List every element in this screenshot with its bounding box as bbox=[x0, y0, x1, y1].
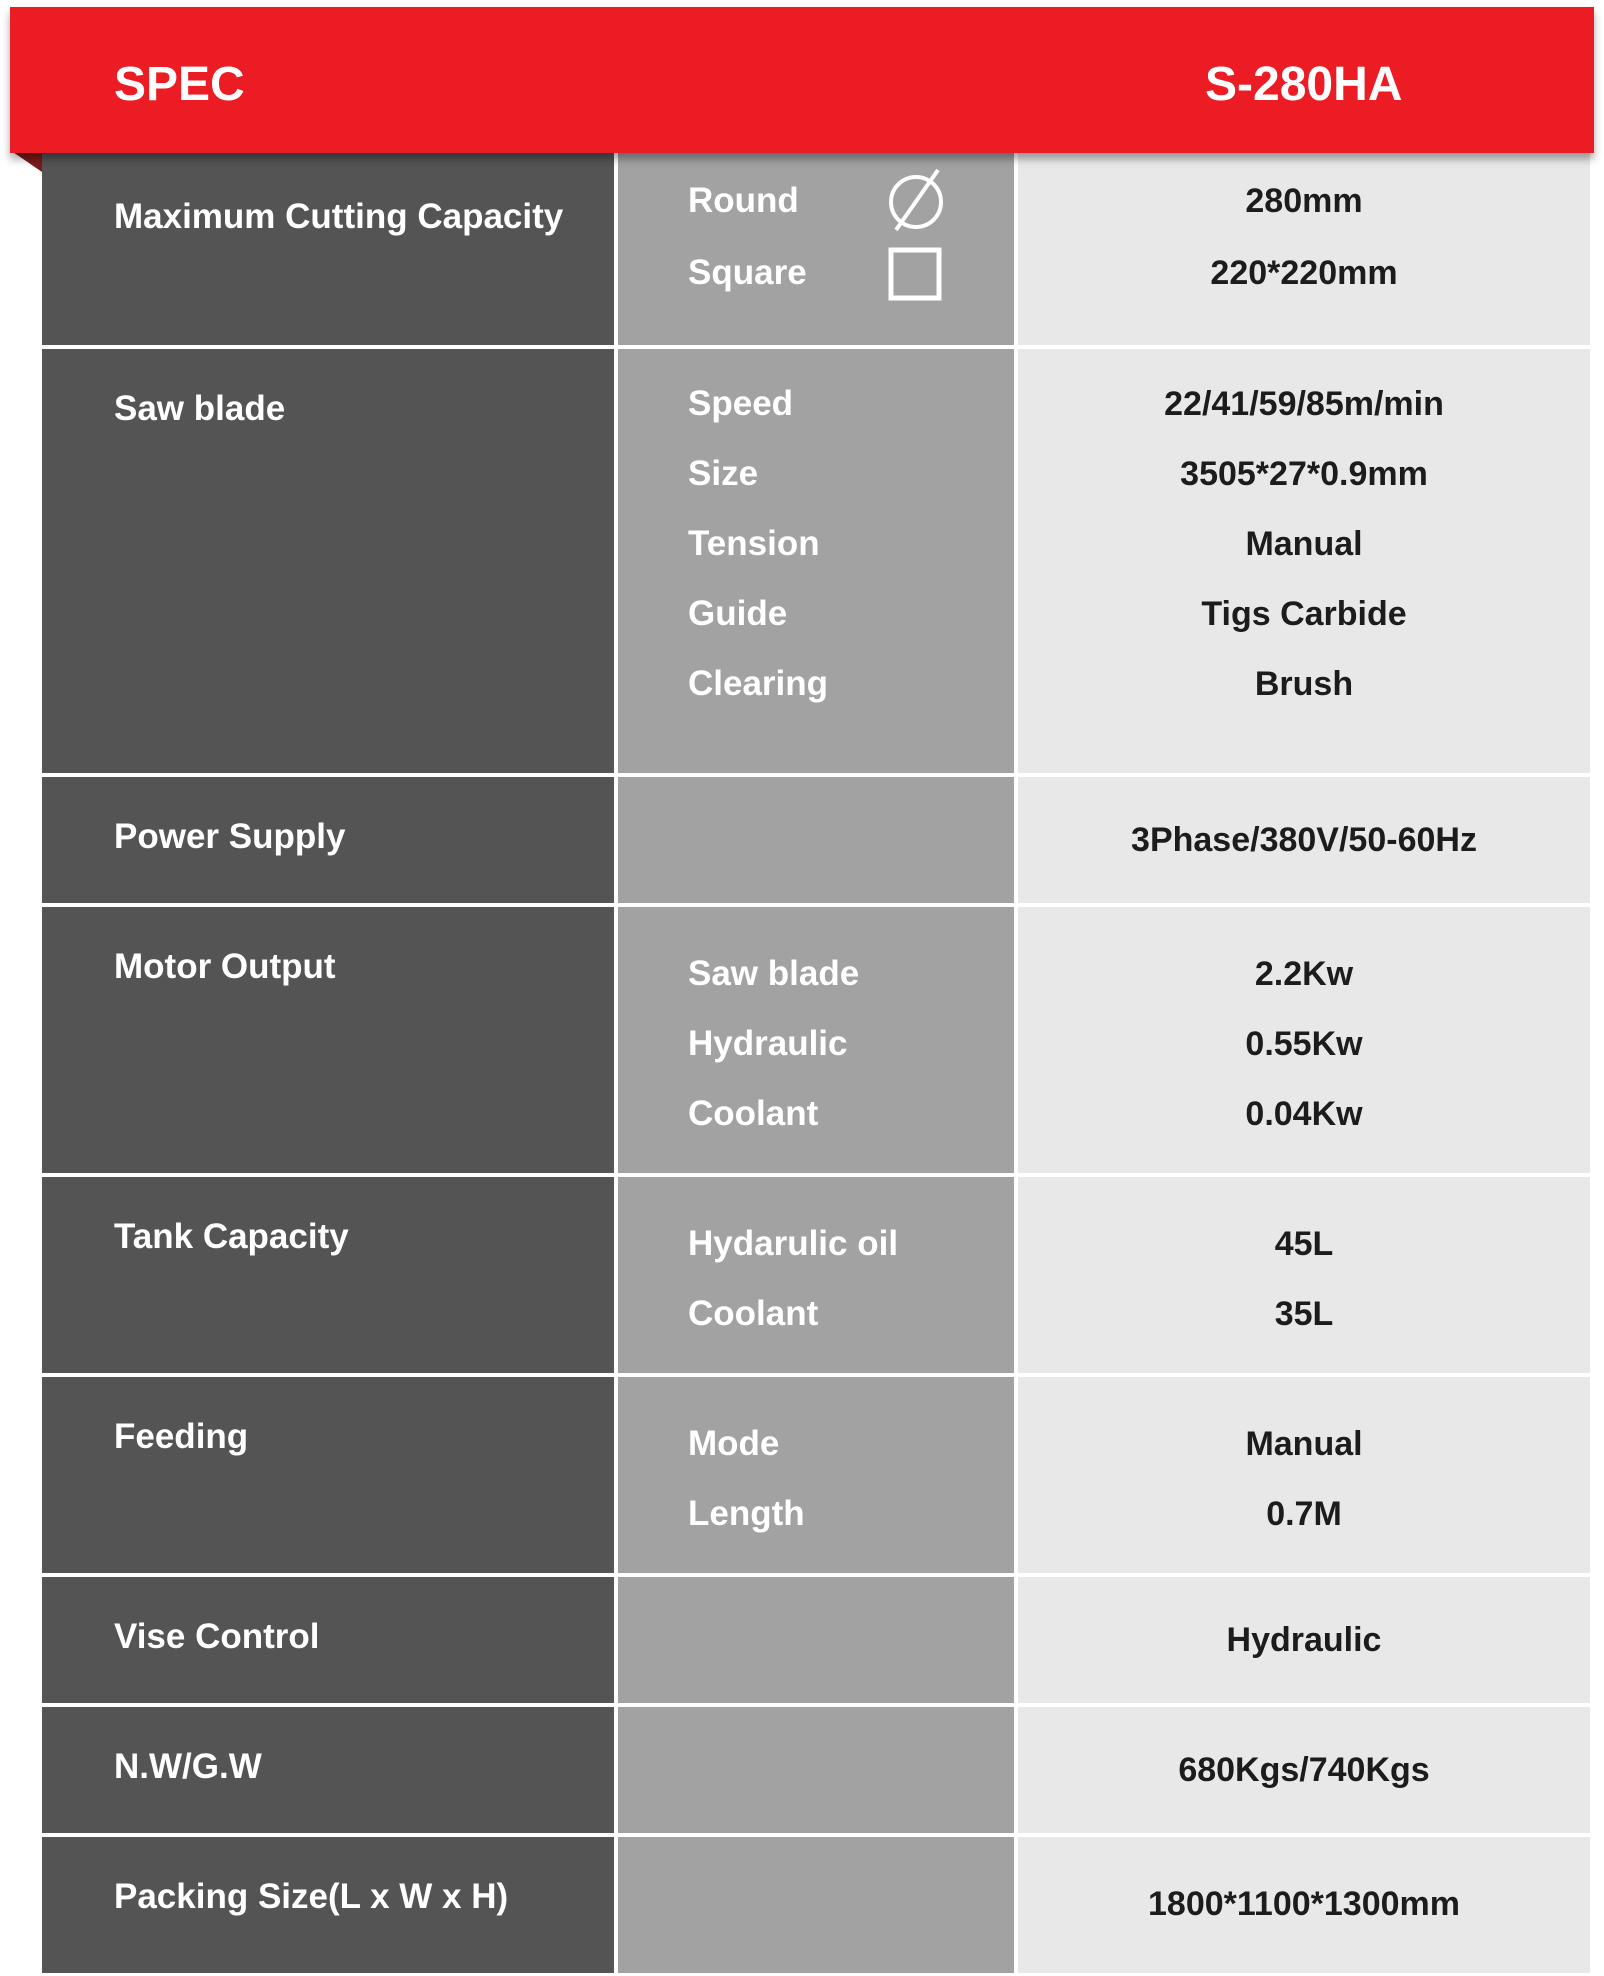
spec-value: 0.04Kw bbox=[1245, 1095, 1363, 1133]
sub-spec-item bbox=[618, 1009, 1014, 1079]
sub-spec-cell bbox=[618, 1707, 1014, 1833]
sub-spec-item bbox=[618, 1409, 1014, 1479]
sub-spec-label: Round bbox=[688, 181, 799, 220]
sub-spec-cell bbox=[618, 153, 1014, 345]
value-cell bbox=[1018, 1377, 1590, 1573]
spec-row bbox=[42, 1577, 1590, 1703]
sub-spec-list bbox=[618, 1209, 1014, 1349]
sub-spec-item bbox=[618, 1279, 1014, 1349]
sub-spec-label: Coolant bbox=[688, 1294, 819, 1333]
sub-spec-item bbox=[618, 1869, 1014, 1939]
spec-row bbox=[42, 153, 1590, 345]
sub-spec-item bbox=[618, 649, 1014, 719]
sub-spec-item bbox=[618, 439, 1014, 509]
spec-header-bar bbox=[10, 7, 1594, 153]
spec-row bbox=[42, 349, 1590, 773]
sub-spec-label: Length bbox=[688, 1494, 805, 1533]
sub-spec-label: Speed bbox=[688, 384, 794, 423]
value-cell bbox=[1018, 1837, 1590, 1973]
spec-row bbox=[42, 777, 1590, 903]
value-list bbox=[1018, 1869, 1590, 1939]
value-list bbox=[1018, 1209, 1590, 1349]
value-cell bbox=[1018, 1707, 1590, 1833]
sub-spec-label: Hydraulic bbox=[688, 1024, 848, 1063]
square-icon bbox=[886, 241, 946, 307]
spec-value: 0.55Kw bbox=[1245, 1025, 1363, 1063]
sub-spec-list bbox=[618, 939, 1014, 1149]
value-cell bbox=[1018, 907, 1590, 1173]
header-fold-shadow bbox=[10, 150, 42, 172]
category-cell bbox=[42, 1837, 614, 1973]
spec-value: 680Kgs/740Kgs bbox=[1178, 1751, 1430, 1789]
sub-spec-item bbox=[618, 1479, 1014, 1549]
sub-spec-item bbox=[618, 579, 1014, 649]
sub-spec-item bbox=[618, 1079, 1014, 1149]
header-model-name: S-280HA bbox=[1205, 58, 1403, 111]
category-label: Maximum Cutting Capacity bbox=[114, 197, 564, 236]
sub-spec-list bbox=[618, 1735, 1014, 1805]
sub-spec-label: Hydarulic oil bbox=[688, 1224, 899, 1263]
sub-spec-list bbox=[618, 1409, 1014, 1549]
sub-spec-list bbox=[618, 369, 1014, 719]
category-cell bbox=[42, 1177, 614, 1373]
spec-value: 280mm bbox=[1245, 182, 1363, 220]
sub-spec-item bbox=[618, 1735, 1014, 1805]
sub-spec-item bbox=[618, 237, 1014, 309]
spec-value: Tigs Carbide bbox=[1201, 595, 1407, 633]
value-cell bbox=[1018, 153, 1590, 345]
sub-spec-item bbox=[618, 509, 1014, 579]
spec-value: 45L bbox=[1274, 1225, 1334, 1263]
spec-value: Manual bbox=[1245, 1425, 1363, 1463]
sub-spec-item bbox=[618, 165, 1014, 237]
sub-spec-cell bbox=[618, 1177, 1014, 1373]
spec-row bbox=[42, 1837, 1590, 1973]
value-cell bbox=[1018, 349, 1590, 773]
sub-spec-cell bbox=[618, 1837, 1014, 1973]
value-cell bbox=[1018, 777, 1590, 903]
sub-spec-list bbox=[618, 1869, 1014, 1939]
category-cell bbox=[42, 1707, 614, 1833]
category-cell bbox=[42, 1577, 614, 1703]
spec-value: 1800*1100*1300mm bbox=[1148, 1885, 1460, 1923]
sub-spec-list bbox=[618, 805, 1014, 875]
sub-spec-item bbox=[618, 805, 1014, 875]
spec-table bbox=[42, 153, 1590, 1976]
category-label: Power Supply bbox=[114, 817, 346, 856]
sub-spec-cell bbox=[618, 1577, 1014, 1703]
sub-spec-cell bbox=[618, 1377, 1014, 1573]
category-cell bbox=[42, 349, 614, 773]
value-list bbox=[1018, 1409, 1590, 1549]
category-label: N.W/G.W bbox=[114, 1747, 262, 1786]
spec-value: 3505*27*0.9mm bbox=[1180, 455, 1428, 493]
value-list bbox=[1018, 369, 1590, 719]
sub-spec-label: Guide bbox=[688, 594, 788, 633]
sub-spec-list bbox=[618, 1605, 1014, 1675]
category-label: Vise Control bbox=[114, 1617, 320, 1656]
sub-spec-label: Mode bbox=[688, 1424, 780, 1463]
value-list bbox=[1018, 1605, 1590, 1675]
spec-value: 3Phase/380V/50-60Hz bbox=[1131, 821, 1477, 859]
diameter-icon bbox=[886, 166, 946, 232]
sub-spec-label: Tension bbox=[688, 524, 820, 563]
category-cell bbox=[42, 153, 614, 345]
spec-row bbox=[42, 1177, 1590, 1373]
spec-row bbox=[42, 1377, 1590, 1573]
spec-row bbox=[42, 1707, 1590, 1833]
value-list bbox=[1018, 1735, 1590, 1805]
value-cell bbox=[1018, 1577, 1590, 1703]
value-cell bbox=[1018, 1177, 1590, 1373]
category-cell bbox=[42, 1377, 614, 1573]
spec-value: 0.7M bbox=[1266, 1495, 1342, 1533]
sub-spec-cell bbox=[618, 777, 1014, 903]
sub-spec-item bbox=[618, 369, 1014, 439]
spec-value: Manual bbox=[1245, 525, 1363, 563]
spec-value: Brush bbox=[1254, 665, 1354, 703]
sub-spec-label: Size bbox=[688, 454, 759, 493]
spec-value: 220*220mm bbox=[1210, 254, 1398, 292]
sub-spec-cell bbox=[618, 349, 1014, 773]
sub-spec-label: Saw blade bbox=[688, 954, 860, 993]
spec-row bbox=[42, 907, 1590, 1173]
sub-spec-label: Clearing bbox=[688, 664, 829, 703]
sub-spec-item bbox=[618, 1605, 1014, 1675]
sub-spec-item bbox=[618, 1209, 1014, 1279]
category-cell bbox=[42, 777, 614, 903]
sub-spec-label: Square bbox=[688, 253, 807, 292]
sub-spec-list bbox=[618, 165, 1014, 309]
spec-value: Hydraulic bbox=[1226, 1621, 1382, 1659]
value-list bbox=[1018, 805, 1590, 875]
spec-value: 35L bbox=[1274, 1295, 1334, 1333]
category-label: Feeding bbox=[114, 1417, 249, 1456]
category-label: Tank Capacity bbox=[114, 1217, 349, 1256]
header-spec-label: SPEC bbox=[114, 58, 245, 111]
value-list bbox=[1018, 939, 1590, 1149]
category-label: Saw blade bbox=[114, 389, 286, 428]
value-list bbox=[1018, 165, 1590, 309]
sub-spec-item bbox=[618, 939, 1014, 1009]
sub-spec-cell bbox=[618, 907, 1014, 1173]
sub-spec-label: Coolant bbox=[688, 1094, 819, 1133]
spec-value: 2.2Kw bbox=[1254, 955, 1354, 993]
spec-value: 22/41/59/85m/min bbox=[1164, 385, 1444, 423]
category-label: Packing Size(L x W x H) bbox=[114, 1877, 509, 1916]
category-cell bbox=[42, 907, 614, 1173]
category-label: Motor Output bbox=[114, 947, 336, 986]
